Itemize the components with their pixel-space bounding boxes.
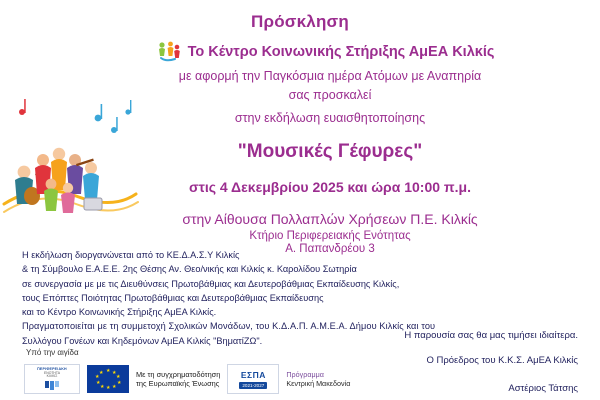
body-line: και το Κέντρο Κοινωνικής Στήριξης ΑμΕΑ Κιλκίς. xyxy=(22,307,217,317)
musicians-band-illustration xyxy=(2,86,152,236)
espa-logo-icon xyxy=(227,364,279,394)
footer-logos xyxy=(24,364,350,394)
body-line: Πραγματοποιείται με τη συμμετοχή Σχολικών Μονάδων, του Κ.Δ.Α.Π. Α.Μ.Ε.Α. Δήμου Κιλκίς και του xyxy=(22,321,436,332)
eu-caption-line2: της Ευρωπαϊκής Ένωσης xyxy=(136,379,220,388)
people-logo-icon xyxy=(156,40,182,64)
body-line: & τη Σύμβουλο Ε.Α.Ε.Ε. 2ης Θέσης Αν. Θεο/νικής και Κιλκίς κ. Καρολίδου Σωτηρία xyxy=(22,264,357,275)
espa-name: ΕΣΠΑ xyxy=(240,369,266,380)
region-badge-line2: ΕΝΟΤΗΤΑ xyxy=(44,370,60,375)
president-title: Ο Πρόεδρος του Κ.Κ.Σ. ΑμΕΑ Κιλκίς xyxy=(426,355,578,366)
region-badge-line3: ΚΙΛΚΙΣ xyxy=(46,374,58,379)
espa-years: 2021-2027 xyxy=(239,382,267,389)
region-of-kilkis-badge-icon xyxy=(24,364,80,394)
body-line: σε συνεργασία με με τις Διευθύνσεις Πρωτοβάθμιας και Δευτεροβάθμιας Εκπαίδευσης Κιλκίς, xyxy=(22,278,400,289)
eu-caption-line1: Με τη συγχρηματοδότηση xyxy=(136,369,221,379)
body-line: τους Επόπτες Ποιότητας Πρωτοβάθμιας και Δευτεροβάθμιας Εκπαίδευσης xyxy=(22,292,324,303)
body-line: Η εκδήλωση διοργανώνεται από το ΚΕ.Δ.Α.Σ.Υ Κιλκίς xyxy=(22,250,240,260)
occasion-line: με αφορμή την Παγκόσμια ημέρα Ατόμων με Αναπηρία xyxy=(178,69,482,83)
eu-cofunding-caption xyxy=(136,370,220,389)
region-badge-bars xyxy=(45,381,59,390)
event-datetime: στις 4 Δεκεμβρίου 2025 και ώρα 10:00 π.μ. xyxy=(189,179,471,195)
president-name: Αστέριος Τάτσης xyxy=(508,383,578,394)
programme-line1: Πρόγραμμα xyxy=(286,369,324,379)
invitation-heading: Πρόσκληση xyxy=(251,12,349,31)
invites-line: σας προσκαλεί xyxy=(288,88,372,102)
organization-line xyxy=(0,40,600,64)
event-context-line: στην εκδήλωση ευαισθητοποίησης xyxy=(234,111,426,125)
region-badge-line1: ΠΕΡΙΦΕΡΕΙΑΚΗ xyxy=(37,367,67,372)
presence-note: Η παρουσία σας θα μας τιμήσει ιδιαίτερα. xyxy=(404,330,578,341)
venue-line-2: Κτήριο Περιφερειακής Ενότητας xyxy=(249,230,411,242)
eu-flag-icon: ★ ★ ★ ★ ★ ★ ★ ★ ★ ★ xyxy=(87,365,129,393)
organization-name: Το Κέντρο Κοινωνικής Στήριξης ΑμΕΑ Κιλκίς xyxy=(187,44,495,60)
event-title: "Μουσικές Γέφυρες" xyxy=(237,141,423,162)
venue-line-3: Α. Παπανδρέου 3 xyxy=(285,243,375,255)
programme-line2: Κεντρική Μακεδονία xyxy=(286,379,351,388)
body-line: Συλλόγου Γονέων και Κηδεμόνων ΑμΕΑ Κιλκίς "ΒηματίΖΩ". xyxy=(22,335,263,346)
venue-line-1: στην Αίθουσα Πολλαπλών Χρήσεων Π.Ε. Κιλκίς xyxy=(182,211,478,227)
auspices-label: Υπό την αιγίδα xyxy=(26,348,79,357)
programme-caption xyxy=(286,370,350,389)
